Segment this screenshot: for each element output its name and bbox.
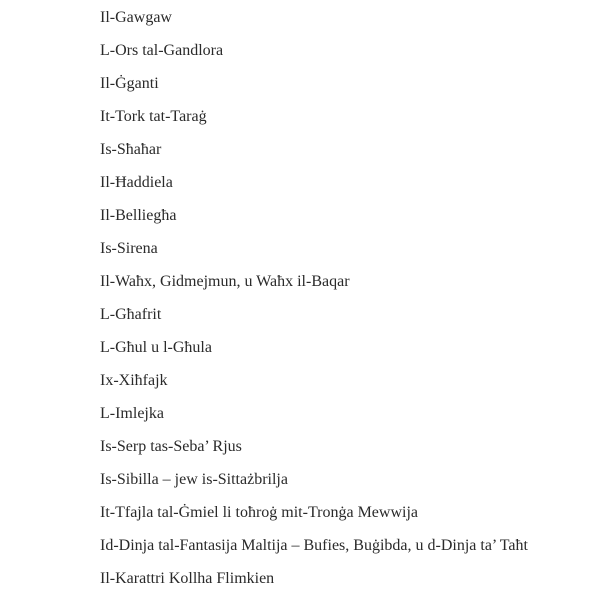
list-item: Il-Ħaddiela (100, 174, 173, 191)
list-item: L-Għul u l-Għula (100, 339, 212, 356)
list-item: Is-Serp tas-Seba’ Rjus (100, 438, 242, 455)
list-item: Ix-Xiħfajk (100, 372, 168, 389)
list-item: Is-Sibilla – jew is-Sittażbrilja (100, 471, 288, 488)
list-item: Il-Ġganti (100, 75, 159, 92)
list-item: Is-Sħaħar (100, 141, 162, 158)
list-item: L-Ors tal-Gandlora (100, 42, 224, 59)
list-item: Il-Waħx, Gidmejmun, u Waħx il-Baqar (100, 273, 350, 290)
list-item: L-Imlejka (100, 405, 164, 422)
list-item: It-Tork tat-Taraġ (100, 108, 207, 125)
list-item: Is-Sirena (100, 240, 158, 257)
list-item: It-Tfajla tal-Ġmiel li toħroġ mit-Tronġa Mewwija (100, 504, 419, 521)
list-item: Il-Belliegħa (100, 207, 177, 224)
list-item: Id-Dinja tal-Fantasija Maltija – Bufies, Buġibda, u d-Dinja ta’ Taħt (100, 537, 528, 554)
list-item: Il-Gawgaw (100, 9, 172, 26)
list-item: L-Għafrit (100, 306, 162, 323)
list-item: Il-Karattri Kollha Flimkien (100, 570, 275, 587)
